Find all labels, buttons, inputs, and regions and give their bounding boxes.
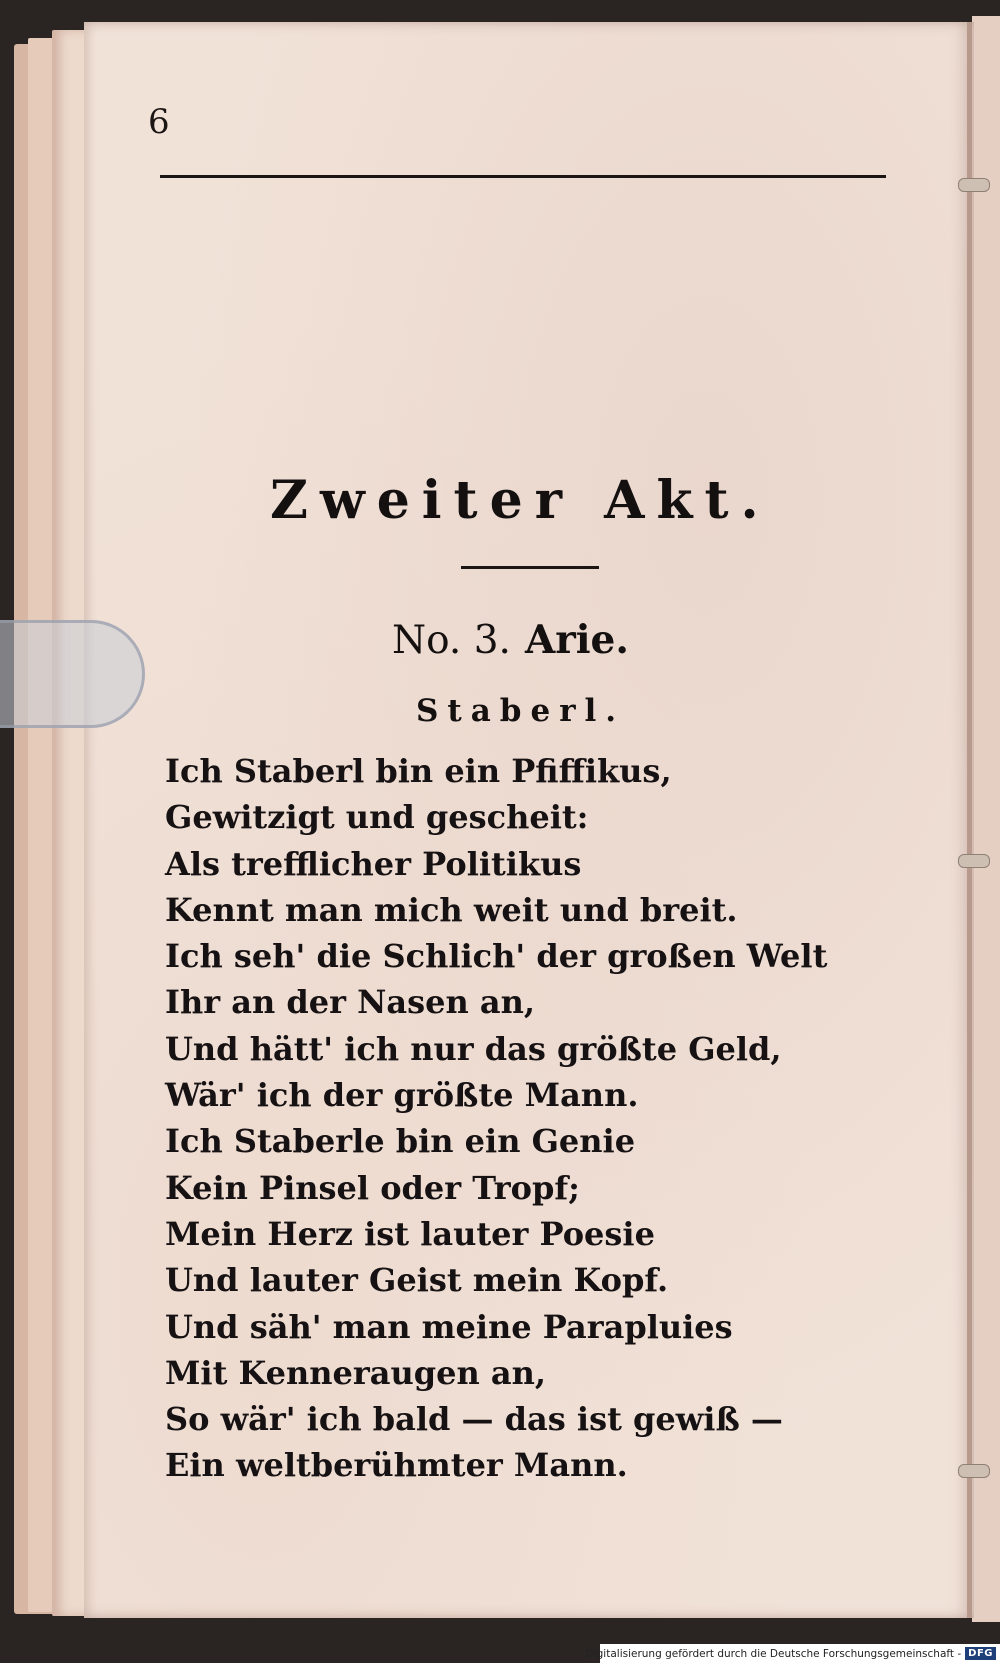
dfg-logo: DFG bbox=[965, 1647, 996, 1660]
header-rule bbox=[160, 175, 886, 178]
piece-type: Arie. bbox=[524, 617, 629, 663]
speaker-name: Staberl. bbox=[416, 693, 626, 729]
binding-thread-bottom bbox=[958, 1464, 990, 1478]
verse-line: Ihr an der Nasen an, bbox=[165, 983, 536, 1022]
verse-line: Kennt man mich weit und breit. bbox=[165, 890, 738, 929]
binding-thread-middle bbox=[958, 854, 990, 868]
act-divider-rule bbox=[461, 566, 599, 569]
verse-line: Kein Pinsel oder Tropf; bbox=[165, 1168, 580, 1207]
act-heading: Zweiter Akt. bbox=[270, 470, 771, 531]
verse-line: Mit Kenneraugen an, bbox=[165, 1353, 546, 1392]
binding-thread-top bbox=[958, 178, 990, 192]
binding-spine bbox=[967, 22, 972, 1618]
page-number: 6 bbox=[148, 102, 170, 142]
verse-text bbox=[165, 748, 827, 1489]
verse-line: Ein weltberühmter Mann. bbox=[165, 1446, 628, 1485]
verse-line: Mein Herz ist lauter Poesie bbox=[165, 1214, 655, 1253]
digitization-credit-bar bbox=[585, 1644, 1000, 1663]
verse-line: Und lauter Geist mein Kopf. bbox=[165, 1261, 669, 1300]
digitization-credit: Digitalisierung gefördert durch die Deutsche Forschungsgemeinschaft - bbox=[585, 1647, 962, 1660]
verse-line: Und hätt' ich nur das größte Geld, bbox=[165, 1029, 782, 1068]
verse-line: Gewitzigt und gescheit: bbox=[165, 798, 589, 837]
number-label: No. 3. bbox=[392, 618, 511, 663]
page-holder-clip bbox=[0, 620, 145, 728]
verse-line: Ich Staberl bin ein Pfiffikus, bbox=[165, 752, 672, 790]
verse-line: Als trefflicher Politikus bbox=[165, 844, 582, 883]
verse-line: Wär' ich der größte Mann. bbox=[165, 1076, 639, 1115]
verse-line: Ich Staberle bin ein Genie bbox=[165, 1122, 636, 1161]
verse-line: Ich seh' die Schlich' der großen Welt bbox=[165, 937, 828, 976]
verse-line: So wär' ich bald — das ist gewiß — bbox=[165, 1400, 783, 1439]
number-heading bbox=[392, 617, 629, 663]
right-binding-strip bbox=[972, 16, 1000, 1622]
verse-line: Und säh' man meine Parapluies bbox=[165, 1307, 733, 1346]
